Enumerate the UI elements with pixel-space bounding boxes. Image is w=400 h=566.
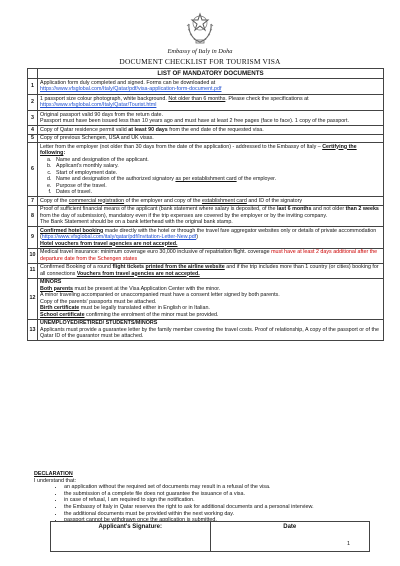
flight-voucher-warning: Vouchers from travel agencies are not accepted. [76, 270, 200, 277]
applicant-signature-field[interactable]: Applicant's Signature: [51, 522, 211, 552]
photo-spec-text: . Please check the specifications at [225, 95, 309, 102]
hotel-booking-close: ) [196, 234, 199, 240]
table-row [28, 227, 384, 249]
date-field[interactable]: Date [210, 522, 370, 552]
certifying-label: Certifying the following [40, 143, 357, 156]
row-text [38, 227, 384, 249]
list-item: c. Start of employment date. [53, 170, 381, 177]
row-text [38, 79, 384, 95]
declaration-title: DECLARATION [34, 471, 73, 477]
list-item: • passport cannot be withdrawn once the application is submitted. [64, 517, 384, 524]
checklist-heading-row [28, 69, 384, 79]
row-number: 13 [28, 319, 38, 341]
consent-letter-text: A minor traveling accompanied or unaccompanied must have a consent letter signed by both parents. [40, 292, 280, 298]
row-number: 1 [28, 79, 38, 95]
list-item: b. Applicant's monthly salary. [53, 163, 381, 170]
checklist-heading: LIST OF MANDATORY DOCUMENTS [38, 69, 384, 79]
row-number: 6 [28, 143, 38, 197]
embassy-name: Embassy of Italy in Doha [167, 48, 233, 55]
table-row [28, 263, 384, 278]
school-certificate-label: School certificate [40, 311, 85, 318]
residence-permit-text: Copy of Qatar residence permit valid [40, 126, 127, 133]
financial-text: Proof of sufficient financial means of the applicant (bank statement where salary is deposited, of the [40, 206, 276, 212]
row-text [38, 278, 384, 319]
list-item: • in case of refusal, I am required to sign the notification. [64, 497, 384, 504]
invitation-letter-link[interactable]: https://www.vfsglobal.com/italy/qatar/pdf/Invitation-Letter-New.pdf [41, 234, 197, 240]
list-item: • an application without the required set of documents may result in a refusal of the visa. [64, 484, 384, 491]
parents-passports-text: Copy of the parents' passports must be attached. [40, 298, 157, 305]
row-number: 5 [28, 134, 38, 143]
birth-certificate-label: Birth certificate [40, 305, 80, 311]
table-row [28, 205, 384, 227]
table-row [28, 143, 384, 197]
row-number: 8 [28, 205, 38, 227]
cr-mid-text: of the employer and copy of the [125, 197, 201, 204]
photo-spec-link[interactable]: https://www.vfsglobal.com/Italy/Qatar/Tourist.html [40, 102, 157, 108]
row-text: Copy of previous Schengen, USA and UK visas. [38, 134, 384, 143]
table-row [28, 197, 384, 206]
table-row [28, 111, 384, 126]
airline-website-text: printed from the airline website [145, 264, 225, 270]
hotel-booking-label: Confirmed hotel booking [40, 227, 104, 234]
row-text: Letter from the employer (not older than 30 days from the date of the application) - addressed to the Embassy of Italy – Certifying the following: a. Name and designation of the applicant. b. Applicant's monthly salary. c. Start of employment date. d. Name and designation of the authorized signatory as per establishment card of the employer. e. Purpose of the travel. f. Dates of travel. [38, 143, 384, 197]
italian-republic-emblem-icon [184, 10, 216, 46]
row-text [38, 95, 384, 111]
list-item: • the submission of a complete file does not guarantee the issuance of a visa. [64, 491, 384, 498]
row-number: 3 [28, 111, 38, 126]
row-text [38, 197, 384, 206]
establishment-card-text: as per establishment card [175, 176, 237, 182]
table-row [28, 134, 384, 143]
row-text [38, 248, 384, 263]
row-text [38, 111, 384, 126]
residence-permit-tail: from the end date of the requested visa. [169, 126, 264, 133]
declaration-section [34, 471, 384, 524]
list-item: f. Dates of travel. [53, 189, 381, 196]
heading-num-cell [28, 69, 38, 79]
table-row [28, 278, 384, 319]
row-text [38, 319, 384, 341]
row-number: 2 [28, 95, 38, 111]
cr-text: Copy of the [40, 197, 68, 204]
photo-text: 1 passport size colour photograph, white background. [40, 95, 167, 102]
table-row [28, 126, 384, 135]
unemployed-title: UNEMPLOYED/RETIRED/ STUDENTS/MINORS [40, 320, 158, 326]
row-number: 12 [28, 278, 38, 319]
minors-title: MINORS [40, 279, 62, 285]
commercial-registration-text: commercial registration [68, 197, 125, 204]
insurance-text: Medical travel insurance: minimum coverage euro 30,000 inclusive of repatriation flight. coverage [40, 249, 270, 255]
row-number: 7 [28, 197, 38, 206]
row-text [38, 126, 384, 135]
flight-connections-text: and if the trip includes more than 1 country (or cities) booking for all connections [40, 264, 379, 277]
signatory-text: Name and designation of the authorized signatory [56, 176, 174, 182]
page-number: 1 [347, 541, 351, 547]
employer-letter-list [40, 157, 381, 196]
table-row [28, 95, 384, 111]
list-item: • the Embassy of Italy in Qatar reserves the right to ask for additional documents and a personal interview. [64, 504, 384, 511]
row-number: 4 [28, 126, 38, 135]
row-number: 11 [28, 263, 38, 278]
financial-mid: and not older [312, 206, 345, 212]
guarantee-letter-text: Applicants must provide a guarantee letter by the family member covering the travel costs. Proof of relationship, A copy of the passport or of the Qatar ID of the guarantor must be attached. [40, 326, 379, 339]
row-text [38, 205, 384, 227]
declaration-list [34, 484, 384, 524]
list-item: • the additional documents must be provided within the next working day. [64, 511, 384, 518]
insurance-warning: must have at least 2 days additional after the departure date from the Schengen states [40, 249, 378, 262]
cr-tail-text: and ID of the signatory [248, 197, 303, 204]
financial-age: than 2 weeks [345, 206, 379, 212]
residence-permit-duration: at least 90 days [128, 126, 168, 133]
hotel-booking-text: made directly with the hotel or through the travel fare aggregator websites only or details of private accommodation ( [40, 227, 377, 240]
bank-statement-note: The Bank Statement should be on a bank letterhead with the original bank stamp. [40, 219, 233, 225]
list-item: e. Purpose of the travel. [53, 183, 381, 190]
declaration-intro: I understand that: [34, 477, 76, 484]
table-row [28, 319, 384, 341]
school-certificate-text: confirming the enrolment of the minor must be provided. [86, 311, 219, 318]
row-number: 10 [28, 248, 38, 263]
establishment-card-label: establishment card [201, 197, 247, 204]
flight-text: Confirmed Booking of a round [40, 264, 111, 270]
list-item: a. Name and designation of the applicant. [53, 157, 381, 164]
row-text [38, 263, 384, 278]
passport-validity-text: Original passport valid 90 days from the return date. [40, 111, 163, 118]
birth-certificate-text: must be legally translated either in English or in Italian. [80, 305, 210, 311]
photo-age-text: Not older than 6 months [168, 95, 226, 102]
checklist-table [27, 68, 384, 341]
both-parents-text: must be present at the Visa Application Center with the minor. [74, 285, 221, 292]
flight-tickets-label: flight tickets [112, 264, 144, 270]
table-row [28, 79, 384, 95]
financial-tail: from the day of submission), mandatory even if the trip expenses are covered by the employer or by the inviting company. [40, 212, 328, 219]
passport-issue-text: Passport must have been issued less than 10 years ago and must have at least 2 free pages (face to face). 1 copy of the passport. [40, 118, 349, 124]
both-parents-label: Both parents [40, 285, 73, 292]
application-form-text: Application form duly completed and signed. Forms can be downloaded at [40, 79, 216, 86]
hotel-voucher-warning: Hotel vouchers from travel agencies are not accepted. [40, 240, 178, 247]
row-number: 9 [28, 227, 38, 249]
table-row [28, 248, 384, 263]
signature-table [50, 521, 370, 552]
document-title: DOCUMENT CHECKLIST FOR TOURISM VISA [119, 57, 281, 66]
employer-letter-text: Letter from the employer (not older than 30 days from the date of the application) - addressed to the Embassy of Italy – [40, 143, 321, 150]
signatory-tail: of the employer. [238, 176, 277, 182]
financial-period: last 6 months [276, 206, 312, 212]
application-form-link[interactable]: https://www.vfsglobal.com/Italy/Qatar/pdf/visa-application-form-document.pdf [40, 86, 222, 92]
